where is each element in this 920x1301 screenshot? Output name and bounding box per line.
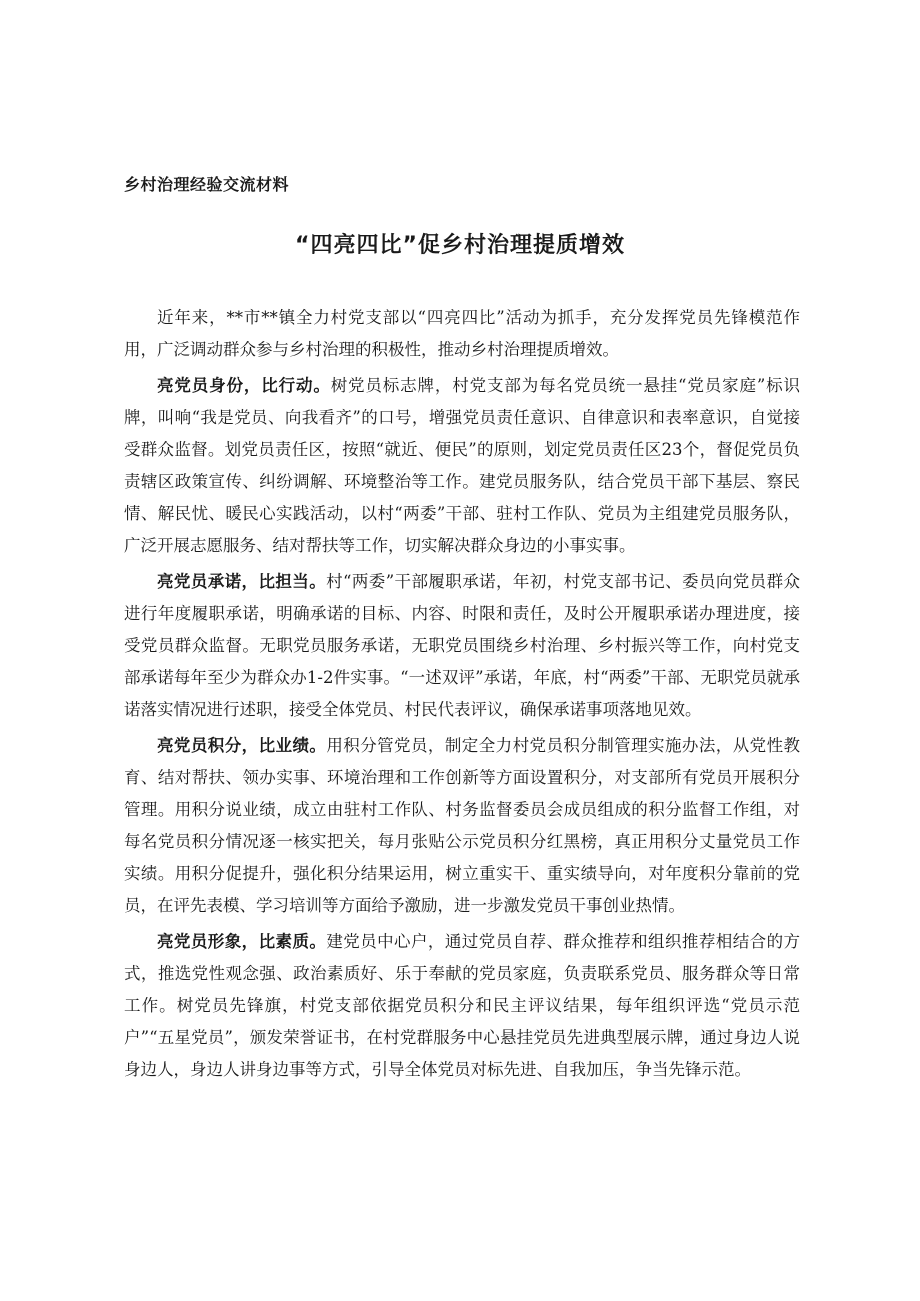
- section-text: 树党员标志牌，村党支部为每名党员统一悬挂“党员家庭”标识牌，叫响“我是党员、向我看齐”的口号，增强党员责任意识、自律意识和表率意识，自觉接受群众监督。划党员责任区，按照“就近、便民”的原则，划定党员责任区23个，督促党员负责辖区政策宣传、纠纷调解、环境整治等工作。建党员服务队，结合党员干部下基层、察民情、解民忧、暖民心实践活动，以村“两委”干部、驻村工作队、党员为主组建党员服务队，广泛开展志愿服务、结对帮扶等工作，切实解决群众身边的小事实事。: [124, 376, 801, 555]
- document-body: [124, 302, 800, 1090]
- section-heading: 亮党员积分，比业绩。: [157, 736, 327, 755]
- section-paragraph: [124, 730, 800, 922]
- section-paragraph: [124, 566, 800, 726]
- section-heading: 亮党员身份，比行动。: [157, 376, 331, 395]
- document-title: “四亮四比”促乡村治理提质增效: [295, 233, 625, 258]
- section-paragraph: [124, 370, 800, 562]
- section-text: 村“两委”干部履职承诺，年初，村党支部书记、委员向党员群众进行年度履职承诺，明确承诺的目标、内容、时限和责任，及时公开履职承诺办理进度，接受党员群众监督。无职党员服务承诺，无职党员围绕乡村治理、乡村振兴等工作，向村党支部承诺每年至少为群众办1-2件实事。“一述双评”承诺，年底，村“两委”干部、无职党员就承诺落实情况进行述职，接受全体党员、村民代表评议，确保承诺事项落地见效。: [124, 572, 801, 719]
- intro-paragraph: 近年来，**市**镇全力村党支部以“四亮四比”活动为抓手，充分发挥党员先锋模范作用，广泛调动群众参与乡村治理的积极性，推动乡村治理提质增效。: [124, 308, 800, 359]
- section-paragraph: [124, 926, 800, 1086]
- section-heading: 亮党员形象，比素质。: [157, 932, 327, 951]
- section-text: 用积分管党员，制定全力村党员积分制管理实施办法，从党性教育、结对帮扶、领办实事、环境治理和工作创新等方面设置积分，对支部所有党员开展积分管理。用积分说业绩，成立由驻村工作队、村务监督委员会成员组成的积分监督工作组，对每名党员积分情况逐一核实把关，每月张贴公示党员积分红黑榜，真正用积分丈量党员工作实绩。用积分促提升，强化积分结果运用，树立重实干、重实绩导向，对年度积分靠前的党员，在评先表模、学习培训等方面给予激励，进一步激发党员干事创业热情。: [124, 736, 801, 915]
- section-text: 建党员中心户，通过党员自荐、群众推荐和组织推荐相结合的方式，推选党性观念强、政治素质好、乐于奉献的党员家庭，负责联系党员、服务群众等日常工作。树党员先锋旗，村党支部依据党员积分和民主评议结果，每年组织评选“党员示范户”“五星党员”，颁发荣誉证书，在村党群服务中心悬挂党员先进典型展示牌，通过身边人说身边人，身边人讲身边事等方式，引导全体党员对标先进、自我加压，争当先锋示范。: [124, 932, 801, 1079]
- section-heading: 亮党员承诺，比担当。: [157, 572, 327, 591]
- document-label: 乡村治理经验交流材料: [124, 175, 290, 194]
